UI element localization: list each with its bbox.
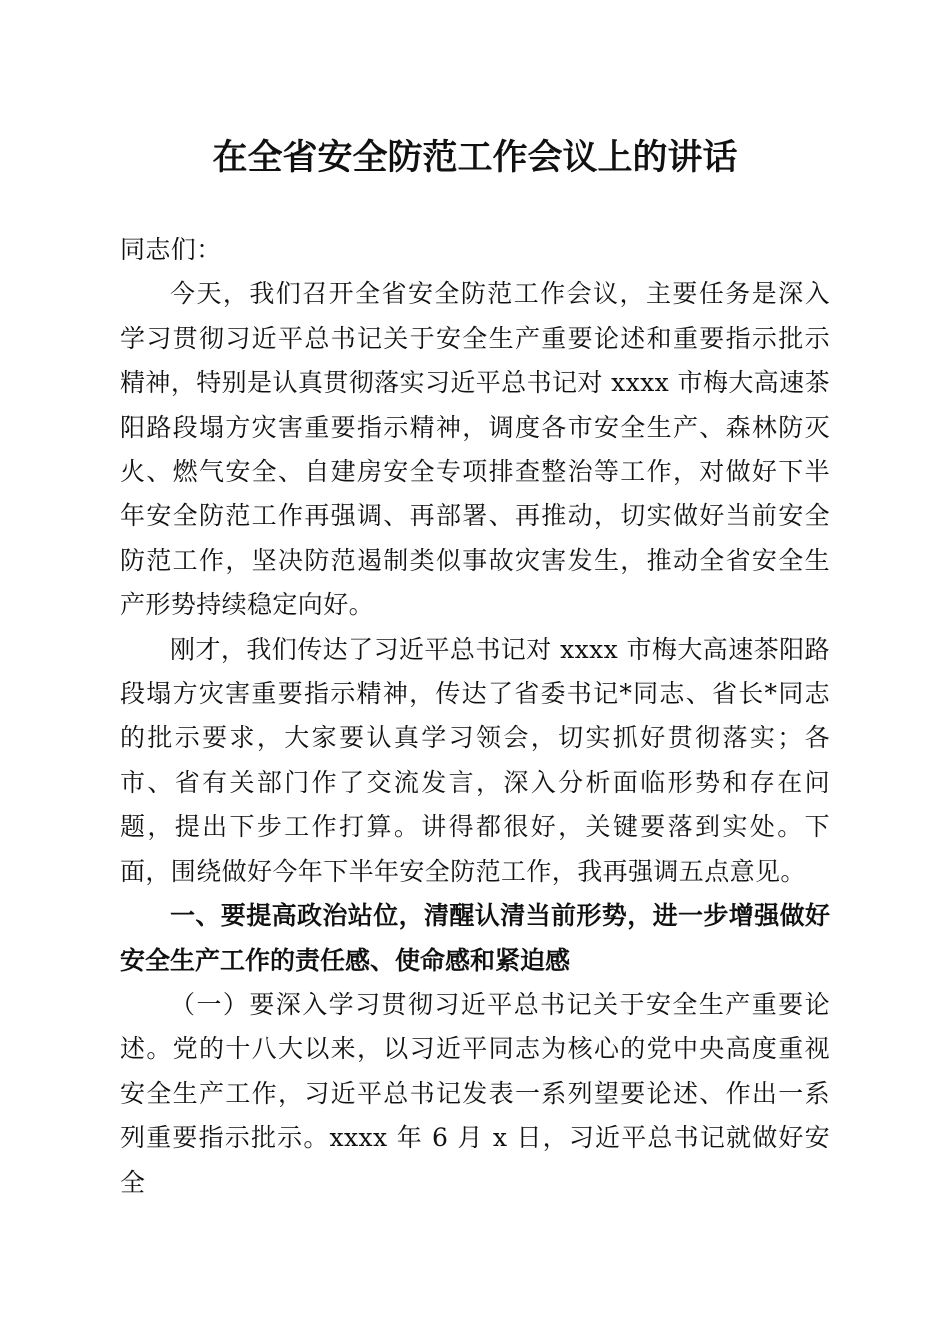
subsection-paragraph-1: （一）要深入学习贯彻习近平总书记关于安全生产重要论述。党的十八大以来，以习近平同志为核心的党中央高度重视安全生产工作，习近平总书记发表一系列望要论述、作出一系列重要指示批示。xxxx 年 6 月 x 日，习近平总书记就做好安全 [120,989,830,1197]
section-heading-1: 一、要提高政治站位，清醒认清当前形势，进一步增强做好安全生产工作的责任感、使命感和紧迫感 [120,901,830,975]
paragraph-opening: 今天，我们召开全省安全防范工作会议，主要任务是深入学习贯彻习近平总书记关于安全生产重要论述和重要指示批示精神，特别是认真贯彻落实习近平总书记对 xxxx 市梅大高速茶阳路段塌方灾害重要指示精神，调度各市安全生产、森林防灭火、燃气安全、自建房安全专项排查整治等工作，对做好下半年安全防范工作再强调、再部署、再推动，切实做好当前安全防范工作，坚决防范遏制类似事故灾害发生，推动全省安全生产形势持续稳定向好。 [120,279,830,620]
paragraph-summary: 刚才，我们传达了习近平总书记对 xxxx 市梅大高速茶阳路段塌方灾害重要指示精神，传达了省委书记*同志、省长*同志的批示要求，大家要认真学习领会，切实抓好贯彻落实；各市、省有关部门作了交流发言，深入分析面临形势和存在问题，提出下步工作打算。讲得都很好，关键要落到实处。下面，围绕做好今年下半年安全防范工作，我再强调五点意见。 [120,634,830,886]
document-body [120,228,830,1205]
salutation: 同志们： [120,235,222,264]
document-title: 在全省安全防范工作会议上的讲话 [212,138,738,178]
